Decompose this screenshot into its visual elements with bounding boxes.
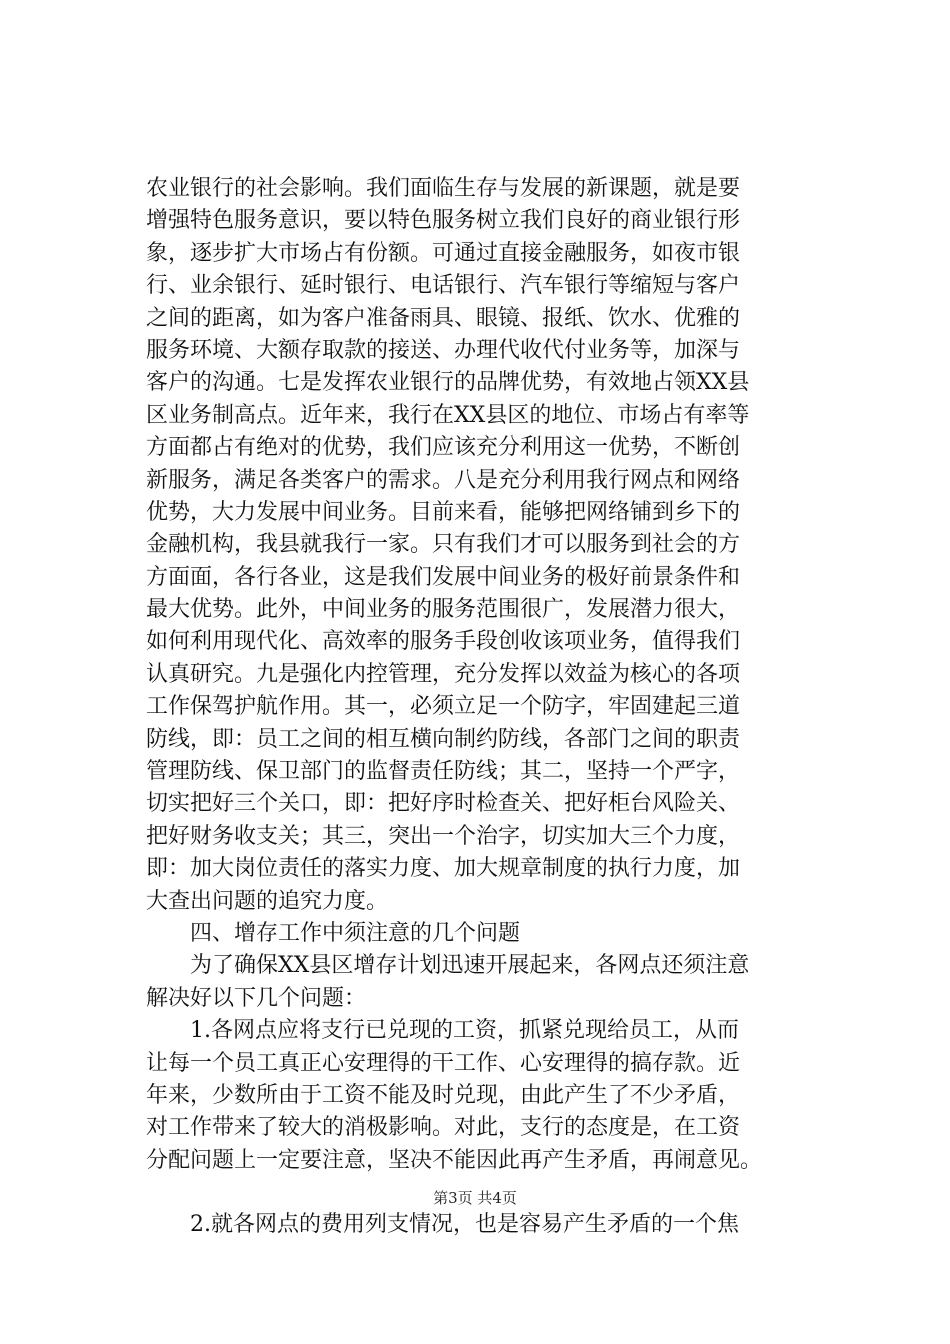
text-line: 客户的沟通。七是发挥农业银行的品牌优势，有效地占领XX县	[146, 370, 750, 396]
text-line: 如何利用现代化、高效率的服务手段创收该项业务，值得我们	[146, 629, 741, 655]
text-line: 行、业余银行、延时银行、电话银行、汽车银行等缩短与客户	[146, 273, 741, 299]
text-line: 为了确保XX县区增存计划迅速开展起来，各网点还须注意	[146, 953, 750, 979]
text-line: 工作保驾护航作用。其一，必须立足一个防字，牢固建起三道	[146, 694, 741, 720]
text-line: 年来，少数所由于工资不能及时兑现，由此产生了不少矛盾，	[146, 1082, 741, 1108]
text-line: 象，逐步扩大市场占有份额。可通过直接金融服务，如夜市银	[146, 240, 741, 266]
text-line: 新服务，满足各类客户的需求。八是充分利用我行网点和网络	[146, 467, 741, 493]
text-line: 让每一个员工真正心安理得的干工作、心安理得的搞存款。近	[146, 1050, 741, 1076]
text-line: 优势，大力发展中间业务。目前来看，能够把网络铺到乡下的	[146, 499, 741, 525]
text-line: 对工作带来了较大的消极影响。对此，支行的态度是，在工资	[146, 1115, 741, 1141]
text-line: 方面面，各行各业，这是我们发展中间业务的极好前景条件和	[146, 564, 741, 590]
text-line: 切实把好三个关口，即：把好序时检查关、把好柜台风险关、	[146, 791, 741, 817]
text-line: 增强特色服务意识，要以特色服务树立我们良好的商业银行形	[146, 208, 741, 234]
text-line: 四、增存工作中须注意的几个问题	[146, 920, 521, 946]
text-line: 金融机构，我县就我行一家。只有我们才可以服务到社会的方	[146, 532, 741, 558]
text-line: 分配问题上一定要注意，坚决不能因此再产生矛盾，再闹意见。	[146, 1147, 763, 1173]
text-line: 1.各网点应将支行已兑现的工资，抓紧兑现给员工，从而	[146, 1018, 739, 1044]
text-line: 即：加大岗位责任的落实力度、加大规章制度的执行力度，加	[146, 856, 741, 882]
text-line: 解决好以下几个问题：	[146, 985, 367, 1011]
text-line: 把好财务收支关；其三，突出一个治字，切实加大三个力度，	[146, 823, 741, 849]
text-line: 防线，即：员工之间的相互横向制约防线，各部门之间的职责	[146, 726, 741, 752]
text-line: 认真研究。九是强化内控管理，充分发挥以效益为核心的各项	[146, 661, 741, 687]
text-line: 最大优势。此外，中间业务的服务范围很广，发展潜力很大，	[146, 597, 741, 623]
page-number-footer: 第3页 共4页	[433, 1189, 517, 1207]
document-body	[146, 173, 836, 1242]
text-line: 区业务制高点。近年来，我行在XX县区的地位、市场占有率等	[146, 402, 750, 428]
text-line: 服务环境、大额存取款的接送、办理代收代付业务等，加深与	[146, 337, 741, 363]
paragraph-lines	[146, 173, 836, 1177]
text-line: 农业银行的社会影响。我们面临生存与发展的新课题，就是要	[146, 176, 741, 201]
text-line-last: 2.就各网点的费用列支情况，也是容易产生矛盾的一个焦	[146, 1212, 739, 1238]
text-line: 大查出问题的追究力度。	[146, 888, 389, 914]
text-line: 管理防线、保卫部门的监督责任防线；其二，坚持一个严字，	[146, 759, 741, 785]
text-line: 之间的距离，如为客户准备雨具、眼镜、报纸、饮水、优雅的	[146, 305, 741, 331]
text-line: 方面都占有绝对的优势，我们应该充分利用这一优势，不断创	[146, 435, 741, 461]
